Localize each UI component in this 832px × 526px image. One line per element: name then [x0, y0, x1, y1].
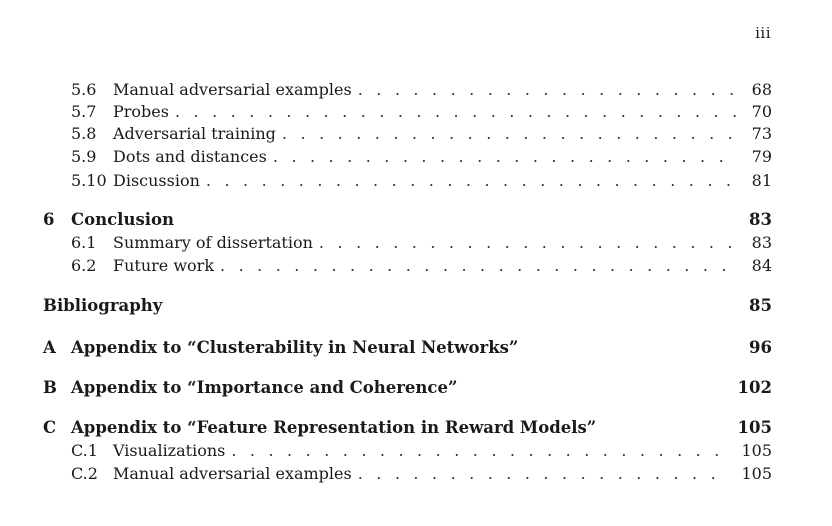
toc-chapter-number: B [43, 378, 57, 397]
toc-page-number: 105 [741, 441, 772, 460]
dot-leader [358, 80, 736, 100]
toc-chapter-number: C [43, 418, 57, 437]
toc-section-title: Visualizations [113, 441, 226, 460]
toc-page-number: 102 [737, 378, 772, 397]
toc-chapter-6[interactable] [43, 210, 772, 230]
toc-entry-c-1[interactable] [71, 441, 772, 461]
toc-page-number: 105 [737, 418, 772, 437]
toc-chapter-title: Appendix to “Feature Representation in Reward Models” [71, 418, 597, 437]
toc-section-title: Future work [113, 256, 215, 275]
toc-page-number: 105 [741, 464, 772, 483]
toc-section-title: Manual adversarial examples [113, 464, 352, 483]
toc-section-number: 5.9 [71, 147, 97, 166]
toc-entry-5-6[interactable] [71, 80, 772, 100]
toc-chapter-title: Appendix to “Importance and Coherence” [71, 378, 458, 397]
toc-page-number: 84 [751, 256, 772, 275]
toc-section-number: 6.1 [71, 233, 97, 252]
toc-chapter-number: A [43, 338, 56, 357]
toc-appendix-c[interactable] [43, 418, 772, 438]
toc-chapter-number: 6 [43, 210, 55, 229]
toc-entry-6-2[interactable] [71, 256, 772, 276]
toc-entry-6-1[interactable] [71, 233, 772, 253]
toc-page-number: 70 [751, 102, 772, 121]
toc-page-number: 73 [751, 124, 772, 143]
toc-section-title: Probes [113, 102, 169, 121]
toc-page-number: 81 [751, 171, 772, 190]
toc-page-number: 85 [749, 296, 772, 315]
toc-section-number: 5.8 [71, 124, 97, 143]
toc-section-number: 6.2 [71, 256, 97, 275]
dot-leader [220, 256, 736, 276]
toc-entry-5-8[interactable] [71, 124, 772, 144]
toc-page-number: 96 [749, 338, 772, 357]
toc-section-number: 5.10 [71, 171, 107, 190]
toc-entry-c-2[interactable] [71, 464, 772, 484]
toc-section-number: 5.6 [71, 80, 97, 99]
toc-page-number: 83 [751, 233, 772, 252]
toc-entry-5-9[interactable] [71, 147, 772, 167]
toc-section-title: Manual adversarial examples [113, 80, 352, 99]
toc-chapter-title: Appendix to “Clusterability in Neural Networks” [71, 338, 519, 357]
dot-leader [206, 171, 736, 191]
toc-entry-5-10[interactable] [71, 171, 772, 191]
toc-section-number: 5.7 [71, 102, 97, 121]
dot-leader [319, 233, 736, 253]
toc-section-number: C.1 [71, 441, 98, 460]
dot-leader [175, 102, 736, 122]
dot-leader [231, 441, 727, 461]
toc-appendix-b[interactable] [43, 378, 772, 398]
toc-chapter-title: Bibliography [43, 296, 163, 315]
toc-page-number: 68 [751, 80, 772, 99]
dot-leader [273, 147, 736, 167]
toc-bibliography[interactable] [43, 296, 772, 316]
toc-page-number: 79 [751, 147, 772, 166]
toc-section-title: Adversarial training [113, 124, 276, 143]
toc-appendix-a[interactable] [43, 338, 772, 358]
toc-chapter-title: Conclusion [71, 210, 175, 229]
dot-leader [358, 464, 728, 484]
toc-page-number: 83 [749, 210, 772, 229]
toc-section-title: Summary of dissertation [113, 233, 313, 252]
dot-leader [282, 124, 736, 144]
toc-section-title: Dots and distances [113, 147, 267, 166]
toc-entry-5-7[interactable] [71, 102, 772, 122]
toc-section-title: Discussion [113, 171, 200, 190]
toc-section-number: C.2 [71, 464, 98, 483]
page-number: iii [755, 24, 771, 42]
